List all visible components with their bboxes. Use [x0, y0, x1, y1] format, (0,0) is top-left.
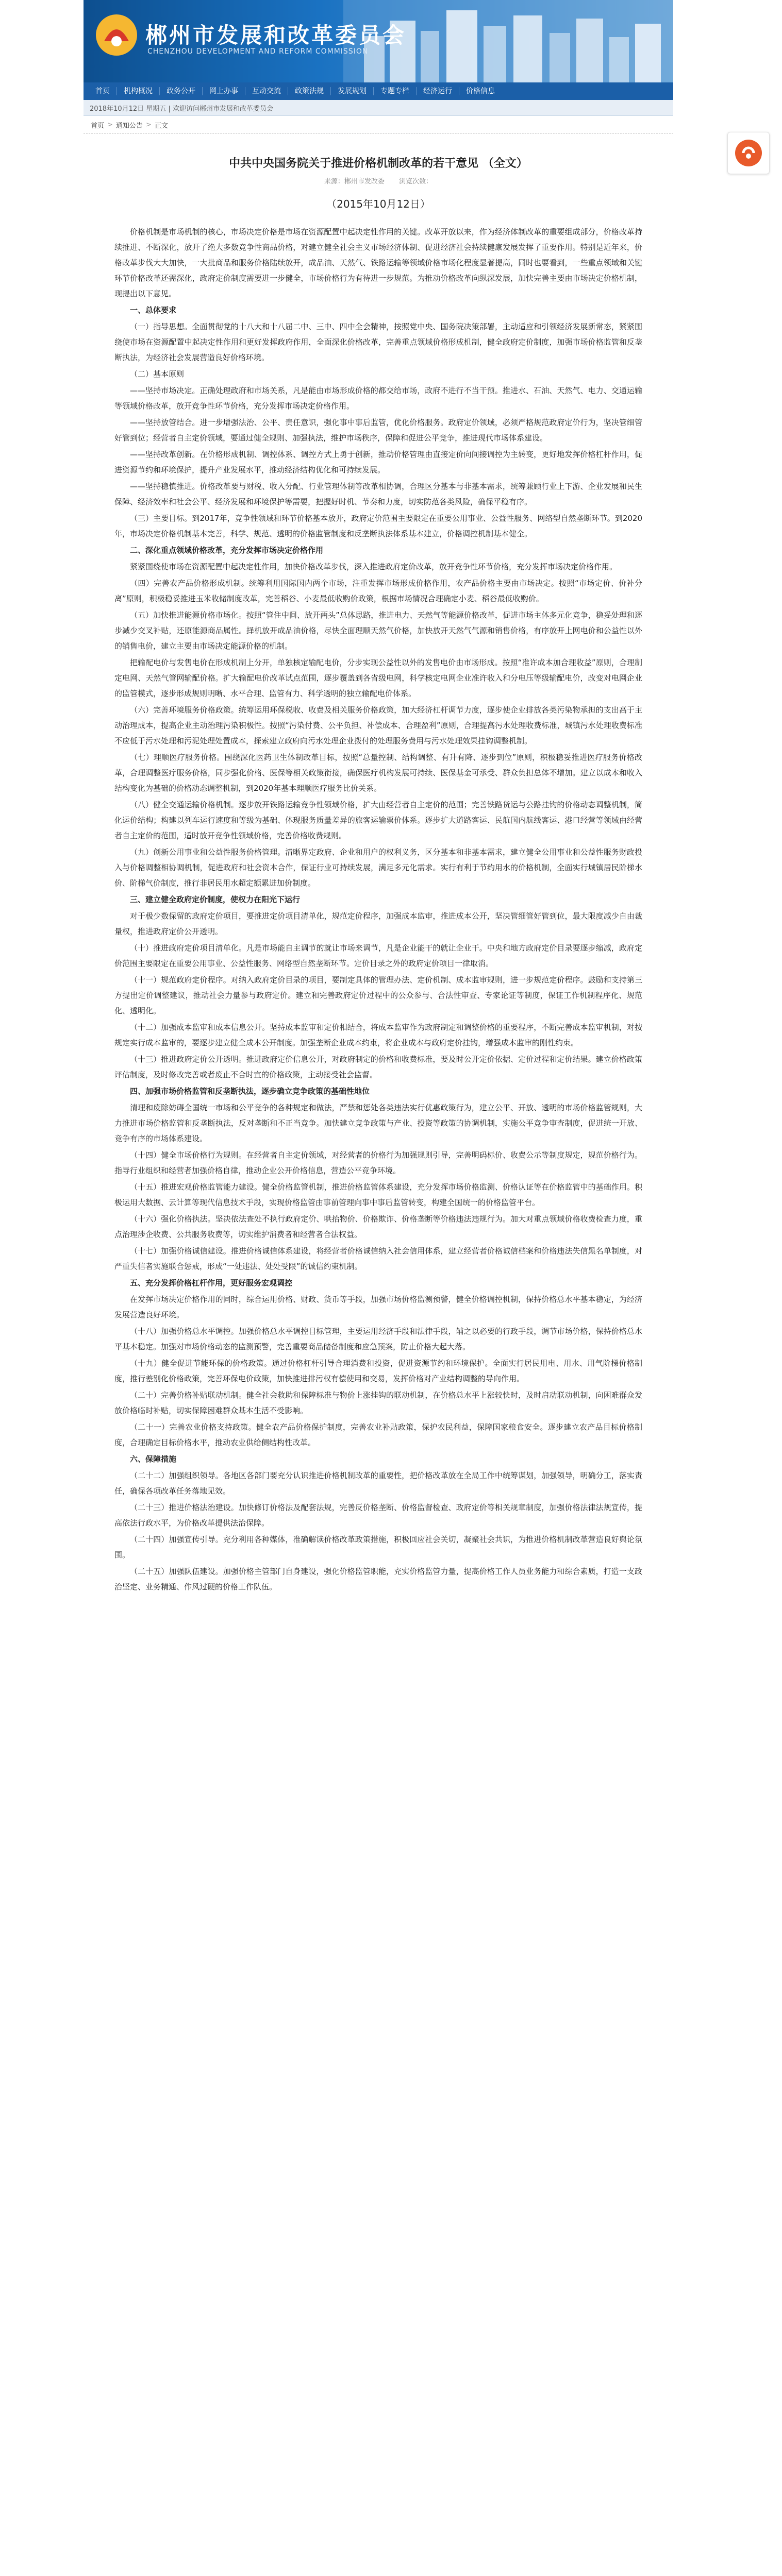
article-paragraph: （十）推进政府定价项目清单化。凡是市场能自主调节的就让市场来调节，凡是企业能干的就让企业干。中央和地方政府定价目录要逐步缩减，政府定价范围主要限定在重要公用事业、公益性服务、网络型自然垄断环节。定价目录之外的政府定价项目一律取消。 — [114, 943, 642, 968]
article-paragraph: （十二）加强成本监审和成本信息公开。坚持成本监审和定价相结合，将成本监审作为政府制定和调整价格的重要程序，不断完善成本监审机制，对按规定实行成本监审的，要逐步建立健全成本公开制度。加强垄断企业成本约束，将企业成本与政府定价挂钩，增强成本监审的刚性约束。 — [114, 1023, 642, 1047]
site-subtitle: CHENZHOU DEVELOPMENT AND REFORM COMMISSION — [147, 47, 369, 56]
article-paragraph: （十三）推进政府定价公开透明。推进政府定价信息公开，对政府制定的价格和收费标准，要及时公开定价依据、定价过程和定价结果。建立价格政策评估制度，及时修改完善或者废止不合时宜的价格政策，主动接受社会监督。 — [114, 1055, 642, 1079]
article — [84, 155, 673, 1595]
article-paragraph: （六）完善环境服务价格政策。统筹运用环保税收、收费及相关服务价格政策，加大经济杠杆调节力度，逐步使企业排放各类污染物承担的支出高于主动治理成本，提高企业主动治理污染积极性。按照“污染付费、公平负担、补偿成本、合理盈利”原则，合理提高污水处理收费标准，城镇污水处理收费标准不应低于污水处理和污泥处理处置成本，探索建立政府向污水处理企业拨付的处理服务费用与污水处理效果挂钩调整机制。 — [114, 705, 642, 745]
floating-share-button[interactable] — [727, 132, 770, 174]
breadcrumb-current: 正文 — [154, 122, 168, 130]
article-date: （2015年10月12日） — [326, 198, 430, 210]
article-paragraph: （十九）健全促进节能环保的价格政策。通过价格杠杆引导合理消费和投资，促进资源节约和环境保护。全面实行居民用电、用水、用气阶梯价格制度，推行差别化价格政策，完善环保电价政策，加快推进排污权有偿使用和交易，发挥价格对产业结构调整的导向作用。 — [114, 1359, 642, 1383]
article-paragraph: 在发挥市场决定价格作用的同时，综合运用价格、财政、货币等手段，加强市场价格监测预警，健全价格调控机制，保持价格总水平基本稳定，为经济发展营造良好环境。 — [114, 1295, 642, 1319]
article-body — [114, 224, 642, 1595]
article-paragraph: （八）健全交通运输价格机制。逐步放开铁路运输竞争性领域价格，扩大由经营者自主定价的范围；完善铁路货运与公路挂钩的价格动态调整机制，简化运价结构；构建以列车运行速度和等级为基础、体现服务质量差异的旅客运输票价体系。逐步扩大道路客运、民航国内航线客运、港口经营等领域由经营者自主定价的范围，适时放开竞争性领域价格，完善价格收费规则。 — [114, 800, 642, 840]
article-paragraph: （五）加快推进能源价格市场化。按照“管住中间、放开两头”总体思路，推进电力、天然气等能源价格改革，促进市场主体多元化竞争，稳妥处理和逐步减少交叉补贴，还原能源商品属性。择机放开成品油价格，尽快全面理顺天然气价格，加快放开天然气气源和销售价格，有序放开上网电价和公益性以外的销售电价，建立主要由市场决定能源价格的机制。 — [114, 611, 642, 651]
section-heading: 一、总体要求 — [130, 306, 177, 315]
nav-item-policy[interactable]: 政策法规 — [288, 87, 331, 95]
article-source: 来源：郴州市发改委 — [324, 178, 385, 185]
nav-item-about[interactable]: 机构概况 — [117, 87, 160, 95]
article-paragraph: （一）指导思想。全面贯彻党的十八大和十八届二中、三中、四中全会精神，按照党中央、国务院决策部署，主动适应和引领经济发展新常态，紧紧围绕使市场在资源配置中起决定性作用和更好发挥政府作用，全面深化价格改革，完善重点领域价格形成机制，健全政府定价制度，加强市场价格监管和反垄断执法，为经济社会发展营造良好价格环境。 — [114, 322, 642, 362]
main-container — [84, 0, 673, 1596]
section-heading: 四、加强市场价格监管和反垄断执法，逐步确立竞争政策的基础性地位 — [130, 1087, 370, 1096]
nav-item-economy[interactable]: 经济运行 — [417, 87, 459, 95]
article-paragraph: （十六）强化价格执法。坚决依法查处不执行政府定价、哄抬物价、价格欺诈、价格垄断等价格违法违规行为。加大对重点领域价格收费检查力度，重点治理涉企收费、公共服务收费等，切实维护消费者和经营者合法权益。 — [114, 1214, 642, 1239]
nav-item-planning[interactable]: 发展规划 — [331, 87, 374, 95]
article-paragraph: （二十五）加强队伍建设。加强价格主管部门自身建设，强化价格监管职能，充实价格监管力量，提高价格工作人员业务能力和综合素质，打造一支政治坚定、业务精通、作风过硬的价格工作队伍。 — [114, 1567, 642, 1591]
breadcrumb-separator-icon: > — [107, 121, 113, 129]
article-paragraph: ——坚持放管结合。进一步增强法治、公平、责任意识，强化事中事后监管，优化价格服务。政府定价领域，必须严格规范政府定价行为，坚决管细管好管到位；经营者自主定价领域，要通过健全规则、加强执法，维护市场秩序，保障和促进公平竞争，推进现代市场体系建设。 — [114, 418, 642, 443]
nav-item-interaction[interactable]: 互动交流 — [245, 87, 288, 95]
article-paragraph: 清理和废除妨碍全国统一市场和公平竞争的各种规定和做法，严禁和惩处各类违法实行优惠政策行为，建立公平、开放、透明的市场价格监管规则，大力推进市场价格监管和反垄断执法，反对垄断和不正当竞争。加快建立竞争政策与产业、投资等政策的协调机制，实施公平竞争审查制度，促进统一开放、竞争有序的市场体系建设。 — [114, 1103, 642, 1143]
article-paragraph: 价格机制是市场机制的核心，市场决定价格是市场在资源配置中起决定性作用的关键。改革开放以来，作为经济体制改革的重要组成部分，价格改革持续推进、不断深化，放开了绝大多数竞争性商品价格，对建立健全社会主义市场经济体制、促进经济社会持续健康发展发挥了重要作用。特别是近年来，价格改革步伐大大加快，一大批商品和服务价格陆续放开，成品油、天然气、铁路运输等领域价格市场化程度显著提高，同时也要看到，一些重点领域和关键环节价格改革还需深化，政府定价制度需要进一步健全，市场价格行为有待进一步规范。为推动价格改革向纵深发展，加快完善主要由市场决定价格机制，现提出以下意见。 — [114, 227, 642, 298]
section-heading: 六、保障措施 — [130, 1454, 177, 1464]
article-paragraph: （二十一）完善农业价格支持政策。健全农产品价格保护制度，完善农业补贴政策，保护农民利益，保障国家粮食安全。逐步建立农产品目标价格制度，合理确定目标价格水平，推动农业供给侧结构性改革。 — [114, 1422, 642, 1447]
section-heading: 五、充分发挥价格杠杆作用，更好服务宏观调控 — [130, 1278, 293, 1287]
breadcrumb-section[interactable]: 通知公告 — [115, 122, 143, 130]
article-paragraph: （十八）加强价格总水平调控。加强价格总水平调控目标管理，主要运用经济手段和法律手段，辅之以必要的行政手段，调节市场价格，保持价格总水平基本稳定。加强对市场价格动态的监测预警，完善重要商品储备制度和应急预案，防止价格大起大落。 — [114, 1327, 642, 1351]
article-paragraph: （十四）健全市场价格行为规则。在经营者自主定价领域，对经营者的价格行为加强规则引导，完善明码标价、收费公示等制度规定，规范价格行为。指导行业组织和经营者加强价格自律，推动企业公开价格信息，营造公平竞争环境。 — [114, 1150, 642, 1175]
main-nav — [84, 82, 673, 100]
breadcrumb — [84, 116, 673, 134]
article-paragraph: 对于极少数保留的政府定价项目，要推进定价项目清单化，规范定价程序，加强成本监审，推进成本公开，坚决管细管好管到位，最大限度减少自由裁量权，推进政府定价公开透明。 — [114, 911, 642, 936]
info-bar — [84, 100, 673, 116]
article-paragraph: ——坚持稳慎推进。价格改革要与财税、收入分配、行业管理体制等改革相协调，合理区分基本与非基本需求，统筹兼顾行业上下游、企业发展和民生保障、经济效率和社会公平、经济发展和环境保护等需要，把握好时机、节奏和力度，切实防范各类风险，确保平稳有序。 — [114, 482, 642, 506]
article-paragraph: 把输配电价与发售电价在形成机制上分开，单独核定输配电价，分步实现公益性以外的发售电价由市场形成。按照“准许成本加合理收益”原则，合理制定电网、天然气管网输配价格。扩大输配电价改革试点范围，逐步覆盖到各省级电网，科学核定电网企业准许收入和分电压等级输配电价，改变对电网企业的监管模式，逐步形成规则明晰、水平合理、监管有力、科学透明的独立输配电价体系。 — [114, 658, 642, 698]
article-paragraph: （二十）完善价格补贴联动机制。健全社会救助和保障标准与物价上涨挂钩的联动机制，在价格总水平上涨较快时，及时启动联动机制，向困难群众发放价格临时补贴，切实保障困难群众基本生活不受影响。 — [114, 1391, 642, 1415]
article-paragraph: （十五）推进宏观价格监管能力建设。健全价格监管机制，推进价格监管体系建设，充分发挥市场价格监测、价格认证等在价格监管中的基础作用。积极运用大数据、云计算等现代信息技术手段，实现价格监管由事前管理向事中事后监管转变，构建全国统一的价格监管平台。 — [114, 1182, 642, 1207]
article-paragraph: 紧紧围绕使市场在资源配置中起决定性作用，加快价格改革步伐，深入推进政府定价改革，放开竞争性环节价格，充分发挥市场决定价格作用。 — [130, 562, 618, 571]
nav-item-public[interactable]: 政务公开 — [160, 87, 203, 95]
nav-item-price[interactable]: 价格信息 — [466, 87, 495, 95]
article-paragraph: （二十四）加强宣传引导。充分利用各种媒体，准确解读价格改革政策措施，积极回应社会关切，凝聚社会共识，为推进价格机制改革营造良好舆论氛围。 — [114, 1535, 642, 1560]
nav-item-topics[interactable]: 专题专栏 — [374, 87, 417, 95]
share-logo-icon — [728, 132, 769, 174]
article-paragraph: （九）创新公用事业和公益性服务价格管理。清晰界定政府、企业和用户的权利义务，区分基本和非基本需求，建立健全公用事业和公益性服务财政投入与价格调整相协调机制，促进政府和社会资本合作，保证行业可持续发展，满足多元化需求。实行有利于节约用水的价格机制，全面实行城镇居民阶梯水价、阶梯气价制度，推行非居民用水超定额累进加价制度。 — [114, 848, 642, 888]
article-paragraph: （十七）加强价格诚信建设。推进价格诚信体系建设，将经营者价格诚信纳入社会信用体系，建立经营者价格诚信档案和价格违法失信黑名单制度，对严重失信者实施联合惩戒，形成“一处违法、处处受限”的诚信约束机制。 — [114, 1246, 642, 1271]
article-meta — [114, 176, 642, 185]
article-paragraph: ——坚持改革创新。在价格形成机制、调控体系、调控方式上勇于创新，推动价格管理由直接定价向间接调控为主转变，更好地发挥价格杠杆作用，促进资源节约和环境保护，提升产业发展水平，推动经济结构优化和可持续发展。 — [114, 450, 642, 474]
nav-item-home[interactable]: 首页 — [89, 87, 117, 95]
article-title: 中共中央国务院关于推进价格机制改革的若干意见 （全文） — [229, 157, 528, 170]
section-heading: 二、深化重点领域价格改革，充分发挥市场决定价格作用 — [130, 546, 324, 555]
article-paragraph: （十一）规范政府定价程序。对纳入政府定价目录的项目，要制定具体的管理办法、定价机制、成本监审规则，进一步规范定价程序。鼓励和支持第三方提出定价调整建议，推动社会力量参与政府定价。建立和完善政府定价过程中的公众参与、合法性审查、专家论证等制度，保证工作机制程序化、规范化、透明化。 — [114, 975, 642, 1015]
breadcrumb-home[interactable]: 首页 — [91, 122, 105, 130]
site-title: 郴州市发展和改革委员会 — [145, 23, 407, 48]
article-paragraph: ——坚持市场决定。正确处理政府和市场关系，凡是能由市场形成价格的都交给市场，政府不进行不当干预。推进水、石油、天然气、电力、交通运输等领域价格改革，放开竞争性环节价格，充分发挥市场决定价格作用。 — [114, 386, 642, 411]
breadcrumb-separator-icon: > — [145, 121, 152, 129]
date-welcome-text: 2018年10月12日 星期五 | 欢迎访问郴州市发展和改革委员会 — [90, 105, 273, 113]
article-paragraph: （四）完善农产品价格形成机制。统筹利用国际国内两个市场，注重发挥市场形成价格作用，农产品价格主要由市场决定。按照“市场定价、价补分离”原则，积极稳妥推进玉米收储制度改革，完善稻谷、小麦最低收购价政策，根据市场情况合理确定小麦、稻谷最低收购价。 — [114, 579, 642, 603]
article-paragraph: （二十二）加强组织领导。各地区各部门要充分认识推进价格机制改革的重要性，把价格改革放在全局工作中统筹谋划，加强领导，明确分工，落实责任，确保各项改革任务落地见效。 — [114, 1471, 642, 1496]
site-header — [84, 0, 673, 82]
article-paragraph: （二）基本原则 — [130, 369, 185, 379]
article-paragraph: （二十三）推进价格法治建设。加快修订价格法及配套法规，完善反价格垄断、价格监督检查、政府定价等相关规章制度，加强价格法律法规宣传，提高依法行政水平，为价格改革提供法治保障。 — [114, 1503, 642, 1528]
section-heading: 三、建立健全政府定价制度，使权力在阳光下运行 — [130, 895, 301, 904]
article-views: 浏览次数： — [399, 178, 433, 185]
commission-logo-icon — [94, 12, 139, 58]
nav-item-services[interactable]: 网上办事 — [203, 87, 245, 95]
article-paragraph: （三）主要目标。到2017年，竞争性领域和环节价格基本放开，政府定价范围主要限定在重要公用事业、公益性服务、网络型自然垄断环节。到2020年，市场决定价格机制基本完善，科学、规范、透明的价格监管制度和反垄断执法体系基本建立，价格调控机制基本健全。 — [114, 514, 642, 538]
article-paragraph: （七）理顺医疗服务价格。围绕深化医药卫生体制改革目标，按照“总量控制、结构调整、有升有降、逐步到位”原则，积极稳妥推进医疗服务价格改革，合理调整医疗服务价格，同步强化价格、医保等相关政策衔接，确保医疗机构发展可持续、医保基金可承受、群众负担总体不增加。建立以成本和收入结构变化为基础的价格动态调整机制，到2020年基本理顺医疗服务比价关系。 — [114, 753, 642, 793]
